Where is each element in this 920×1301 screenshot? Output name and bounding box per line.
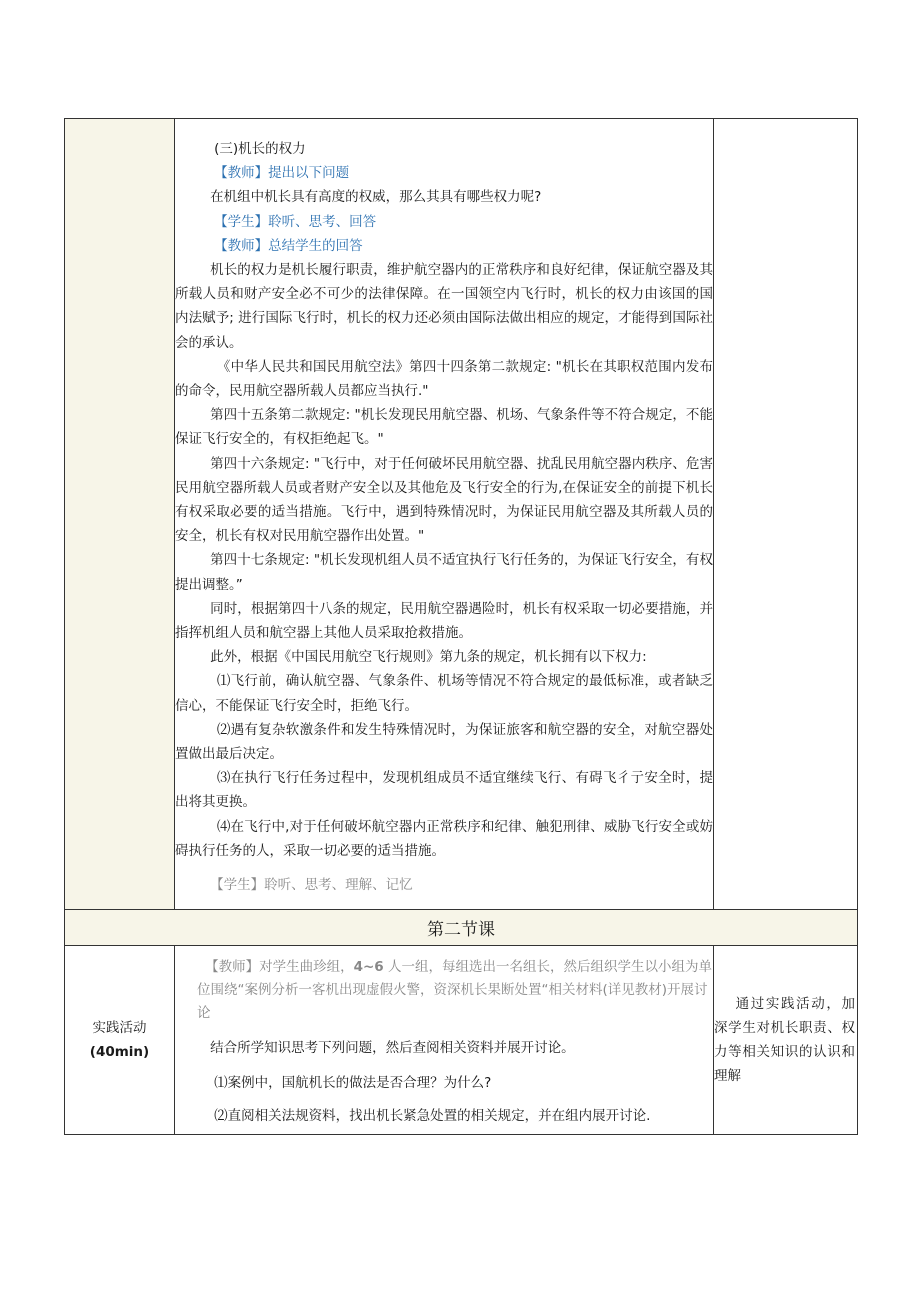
activity-label: 实践活动: [92, 1020, 147, 1037]
discussion-question: ⑵直阅相关法规资料，找出机长紧急处置的相关规定，并在组内展开讨论.: [214, 1108, 651, 1125]
table-row: [65, 910, 858, 946]
goal-cell: [714, 946, 858, 1135]
student-final: 【学生】聆听、思考、理解、记忆: [210, 877, 413, 894]
paragraph: 同时，根据第四十八条的规定，民用航空器遇险时，机长有权采取一切必要措施，并指挥机组人员和航空器上其他人员采取抢救措施。: [175, 600, 713, 642]
question-text: 在机组中机长具有高度的权威，那么其具有哪些权力呢?: [210, 189, 542, 206]
paragraph: 机长的权力是机长履行职责，维护航空器内的正常秩序和良好纪律，保证航空器及其所载人员和财产安全必不可少的法律保障。在一国领空内飞行时，机长的权力由该国的国内法赋予; 进行国际飞行时，机长的权力还必须由国际法做出相应的规定，才能得到国际社会的承认。: [175, 262, 713, 351]
group-size: 4~6: [353, 959, 384, 976]
paragraph: 第四十七条规定: "机长发现机组人员不适宜执行飞行任务的，为保证飞行安全，有权提出调整。”: [175, 552, 713, 593]
teacher-instruction-part1: 【教师】对学生曲珍组，: [205, 959, 354, 976]
activity-label-cell-empty: [65, 119, 175, 910]
teaching-goal: 通过实践活动，加深学生对机长职责、权力等相关知识的认识和理解: [714, 996, 855, 1085]
activity-duration: (40min): [89, 1044, 150, 1061]
power-item: ⑵遇有复杂软激条件和发生特殊情况时，为保证旅客和航空器的安全，对航空器处置做出最后决定。: [175, 721, 713, 763]
content-cell: [175, 946, 714, 1135]
content-cell: [175, 119, 714, 910]
power-item: ⑶在执行飞行任务过程中，发现机组成员不适宜继续飞行、有碍飞彳亍安全时，提出将其更换。: [175, 770, 713, 811]
teacher-instruction-part2: 人一组，每组选出一名组长，然后组织学生以小组为单位围绕“案例分析一客机出现虚假火警，资深机长果断处置“相关材料(详见教材)开展讨论: [197, 959, 712, 1022]
table-row: [65, 946, 858, 1135]
discussion-prompt: 结合所学知识思考下列问题，然后查阅相关资料并展开讨论。: [210, 1040, 575, 1057]
student-prompt: 【学生】聆听、思考、回答: [214, 213, 377, 230]
discussion-question: ⑴案例中，国航机长的做法是否合理？为什么?: [214, 1075, 492, 1092]
lesson-table: [64, 118, 858, 1135]
paragraph: 此外，根据《中国民用航空飞行规则》第九条的规定，机长拥有以下权力:: [210, 649, 647, 666]
power-item: ⑷在飞行中,对于任何破坏航空器内正常秩序和纪律、触犯刑律、威胁飞行安全或妨碍执行任务的人，采取一切必要的适当措施。: [175, 818, 713, 859]
goal-cell-empty: [714, 119, 858, 910]
table-row: [65, 119, 858, 910]
lesson-section-title: 第二节课: [65, 910, 858, 946]
paragraph: 《中华人民共和国民用航空法》第四十四条第二款规定: "机长在其职权范围内发布的命令，民用航空器所载人员都应当执行.": [175, 358, 713, 400]
paragraph: 第四十五条第二款规定: "机长发现民用航空器、机场、气象条件等不符合规定，不能保证飞行安全的，有权拒绝起飞。": [175, 407, 713, 448]
paragraph: 第四十六条规定: "飞行中，对于任何破坏民用航空器、扰乱民用航空器内秩序、危害民用航空器所载人员或者财产安全以及其他危及飞行安全的行为,在保证安全的前提下机长有权采取必要的适当措施。飞行中，遇到特殊情况时，为保证民用航空器及其所载人员的安全，机长有权对民用航空器作出处置。": [175, 455, 713, 545]
activity-label-cell: [65, 946, 175, 1135]
teacher-instruction: [175, 956, 713, 1025]
subsection-heading: (三)机长的权力: [214, 141, 306, 157]
teacher-prompt: 【教师】提出以下问题: [214, 165, 350, 182]
power-item: ⑴飞行前，确认航空器、气象条件、机场等情况不符合规定的最低标准，或者缺乏信心，不能保证飞行安全时，拒绝飞行。: [175, 673, 713, 714]
teacher-summary: 【教师】总结学生的回答: [214, 237, 363, 254]
